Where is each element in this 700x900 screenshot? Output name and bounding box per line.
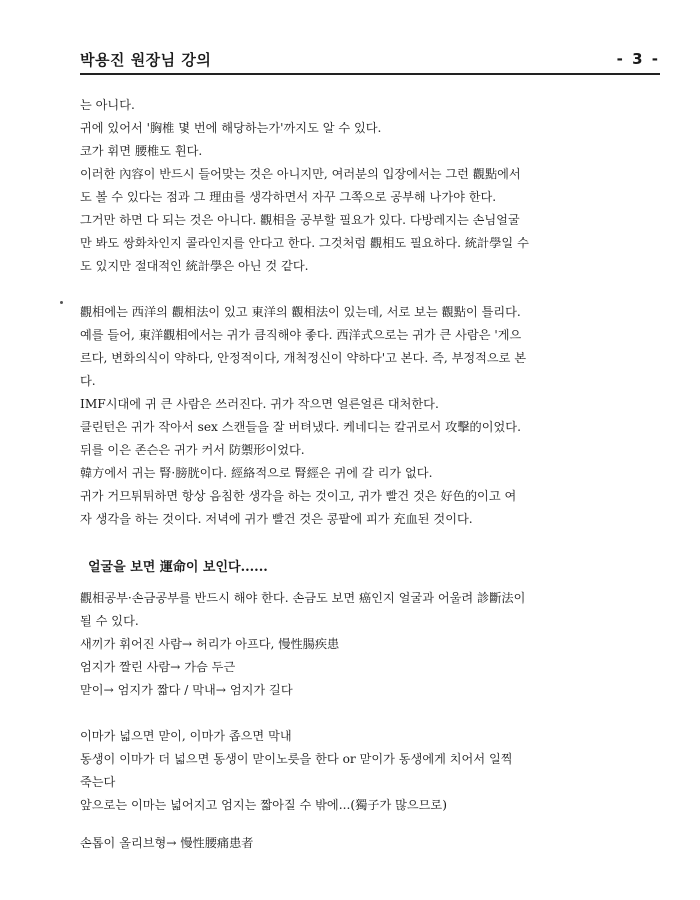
text-line: 르다, 변화의식이 약하다, 안정적이다, 개척정신이 약하다'고 본다. 즉, 부정적으로 본: [80, 351, 527, 365]
text-line: 다.: [80, 374, 96, 388]
text-line: 만 봐도 쌍화차인지 콜라인지를 안다고 한다. 그것처럼 觀相도 필요하다. 統計學일 수: [80, 236, 529, 250]
text-line: 자 생각을 하는 것이다. 저녁에 귀가 빨건 것은 콩팥에 피가 充血된 것이다.: [80, 512, 473, 526]
text-line: 이마가 넓으면 맏이, 이마가 좁으면 막내: [80, 729, 292, 743]
text-line: 도 볼 수 있다는 점과 그 理由를 생각하면서 자꾸 그쪽으로 공부해 나가야 한다.: [80, 190, 497, 204]
page-number: - 3 -: [616, 50, 660, 68]
text-line: 뒤를 이은 존슨은 귀가 커서 防禦形이었다.: [80, 443, 305, 457]
header-title: 박용진 원장님 강의: [80, 50, 212, 69]
paragraph-gap: [80, 817, 646, 832]
header-divider: [80, 73, 660, 75]
text-line: 이러한 內容이 반드시 들어맞는 것은 아니지만, 여러분의 입장에서는 그런 觀點에서: [80, 167, 521, 181]
text-line: 예를 들어, 東洋觀相에서는 귀가 큼직해야 좋다. 西洋式으로는 귀가 큰 사람은 '게으: [80, 328, 522, 342]
text-line: 는 아니다.: [80, 98, 135, 112]
text-line: 觀相에는 西洋의 觀相法이 있고 東洋의 觀相法이 있는데, 서로 보는 觀點이 틀리다.: [80, 305, 521, 319]
text-line: 귀에 있어서 '胸椎 몇 번에 해당하는가'까지도 알 수 있다.: [80, 121, 382, 135]
paragraph-gap: [80, 531, 646, 546]
text-line: 코가 휘면 腰椎도 휜다.: [80, 144, 203, 158]
text-line: 맏이→ 엄지가 짧다 / 막내→ 엄지가 길다: [80, 683, 293, 697]
text-line: 앞으로는 이마는 넓어지고 엄지는 짧아질 수 밖에...(獨子가 많으므로): [80, 798, 447, 812]
margin-mark: [60, 301, 63, 304]
paragraph-gap: [80, 278, 646, 301]
text-line: 손톱이 올리브형→ 慢性腰痛患者: [80, 836, 254, 850]
text-line: 觀相공부·손금공부를 반드시 해야 한다. 손금도 보면 癌인지 얼굴과 어울려 診斷法이: [80, 591, 526, 605]
text-line: 그거만 하면 다 되는 것은 아니다. 觀相을 공부할 필요가 있다. 다방레지는 손님얼굴: [80, 213, 520, 227]
section-heading: 얼굴을 보면 運命이 보인다......: [88, 560, 268, 575]
text-line: 새끼가 휘어진 사람→ 허리가 아프다, 慢性腸疾患: [80, 637, 340, 651]
paragraph-gap: [80, 702, 646, 725]
text-line: 귀가 거므튀튀하면 항상 음침한 생각을 하는 것이고, 귀가 빨건 것은 好色的이고 여: [80, 489, 517, 503]
text-line: 엄지가 짤린 사람→ 가슴 두근: [80, 660, 236, 674]
text-line: 韓方에서 귀는 腎·膀胱이다. 經絡적으로 腎經은 귀에 갈 리가 없다.: [80, 466, 433, 480]
page-header: [80, 42, 660, 76]
text-line: 될 수 있다.: [80, 614, 139, 628]
document-body: [80, 94, 646, 855]
text-line: 동생이 이마가 더 넓으면 동생이 맏이노릇을 한다 or 맏이가 동생에게 치어서 일찍: [80, 752, 513, 766]
text-line: 클린턴은 귀가 작아서 sex 스캔들을 잘 버텨냈다. 케네디는 칼귀로서 攻擊的이었다.: [80, 420, 521, 434]
text-line: 도 있지만 절대적인 統計學은 아닌 것 같다.: [80, 259, 309, 273]
text-line: 죽는다: [80, 775, 116, 789]
text-line: IMF시대에 귀 큰 사람은 쓰러진다. 귀가 작으면 얼른얼른 대처한다.: [80, 397, 439, 411]
